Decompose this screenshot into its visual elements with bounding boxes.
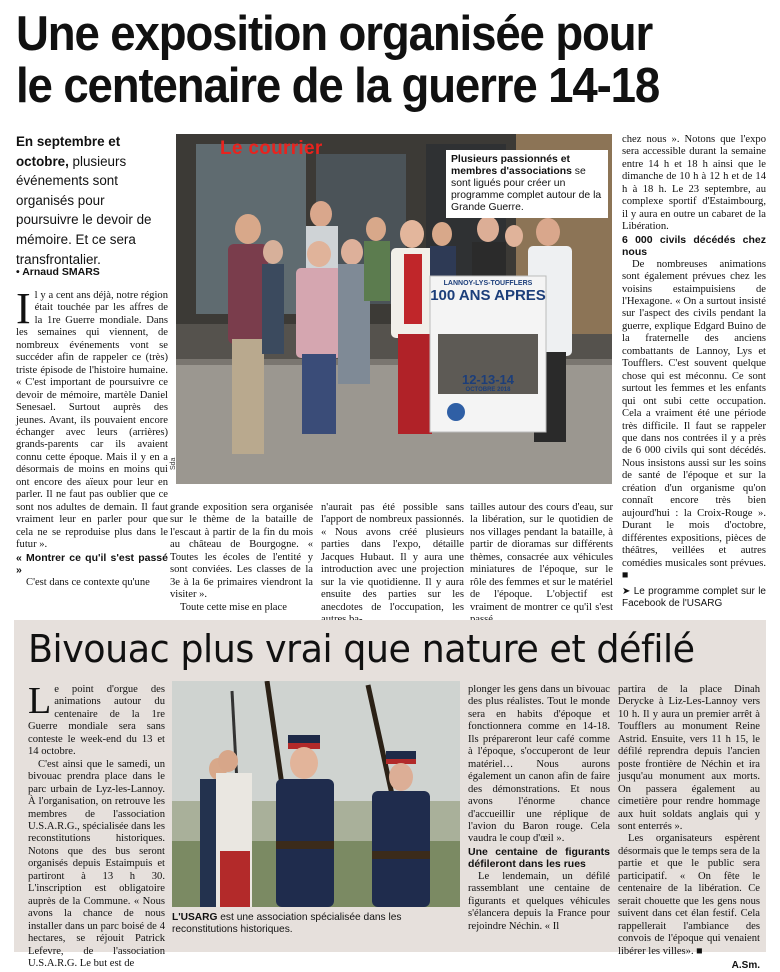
lead-paragraph — [16, 132, 168, 269]
soldiers-caption-bold: L'USARG — [172, 912, 218, 923]
poster-title: 100 ANS APRES — [430, 287, 546, 304]
column-5-text-2: De nombreuses animations sont également prévues chez les voisins estaimpuisiens de l'Hexagone. « On a surtout insisté sur l'aspect des civils pendant la guerre, explique Edgard Buino de la fraternelle des anciens combattants de Lannoy, Lys et Toufflers. C'est souvent quelque chose qui est méconnu. Ce sont surtout les femmes et les enfants qui ont subi cette occupation. Cela a vraiment été une période très difficile. Il faut se rappeler que dans nos contrées il y a près de 6 000 civils qui sont décédés. Nous insistons aussi sur les soins de santé de l'époque et sur la création d'un organisme qu'on connaît encore très bien aujourd'hui : la Croix-Rouge ». Durant le mois d'octobre, différentes expositions, pièces de théâtres, veillées et autres comédies musicales sont prévues. ■ — [622, 258, 766, 581]
soldiers-photo — [172, 681, 460, 907]
lead-bold: En septembre et octobre, — [16, 134, 121, 169]
article2-column-3 — [618, 684, 760, 972]
column-1-text: l y a cent ans déjà, notre région était touchée par les affres de la 1re Guerre mondiale. Dans les semaines qui viennent, de nombreux événements vont se succéder afin de rappeler ce (très) triste épisode de l'histoire humaine. « C'est important de poursuivre ce devoir de mémoire, martèle Daniel Senesael. Surtout auprès des jeunes. Avant, ils pouvaient encore échanger avec leurs (arrières) grands-parents car ils avaient connu cette époque. Mais il y en a désormais de moins en moins qui ont encore des aïeux pour leur en parler. Il ne faut pas oublier que ce sont nos adultes de demain. Il faut vraiment leur en parler pour que cela ne se reproduise plus dans le futur ». — [16, 290, 168, 551]
column-1-text-2: C'est dans ce contexte qu'une — [26, 576, 150, 588]
column-2-text: grande exposition sera organisée sur le thème de la bataille de l'escaut à partir de la fin du mois au château de Bourgogne. « Toutes les écoles de l'entité y sont conviées. Les classes de la 3e à la 6e primaires viendront la visiter ». — [170, 502, 313, 601]
photo-caption-bold: Plusieurs passionnés et membres d'associations — [451, 154, 572, 177]
drop-cap-2: L — [28, 680, 52, 722]
byline: • Arnaud SMARS — [16, 266, 100, 278]
headline-2: Bivouac plus vrai que nature et défilé — [28, 627, 695, 671]
headline-line-1: Une exposition organisée pour — [16, 7, 653, 61]
poster — [430, 280, 546, 393]
subheading-montrer: « Montrer ce qu'il s'est passé » — [16, 551, 168, 577]
soldiers-photo-caption — [172, 912, 460, 936]
column-5-text: chez nous ». Notons que l'expo sera accessible durant la semaine entre 14 h et 18 h ainsi que le dimanche de 10 h à 12 h et de 14 h à 18 h. Le 23 septembre, au complexe sportif d'Estaimbourg, il y aura en outre un cabaret de la Libération. — [622, 134, 766, 233]
article1-column-5 — [622, 134, 766, 610]
column-3-text: n'aurait pas été possible sans l'apport de nombreux passionnés. « Nous avons créé plusieurs parties dans l'expo, détaille Jacques Hubaut. Il y aura une introduction avec une projection sur la vie quotidienne. Il y aura ensuite des parties sur les anecdotes de l'occupation, les — [321, 502, 464, 613]
photo-caption — [446, 150, 608, 218]
poster-dates: 12-13-14 — [461, 372, 515, 387]
article1-column-3 — [321, 502, 464, 627]
article2-column-1-text-2: C'est ainsi que le samedi, un bivouac prendra place dans le parc urbain de Lyz-les-Lannoy. À l'organisation, on retrouve les membres de l'association U.S.A.R.G., spécialisée dans les reconstitutions historiques. Notons que des bus seront organisés depuis Estaimpuis et partiront à 13 h 30. L'inscription est obligatoire auprès de la Commune. « Nous avons la chance de nous installer dans un parc boisé de 4 hectares, se réjouit Patrick Lefevre, de l'association U.S.A.R.G. Le but est de — [28, 758, 165, 969]
lead-text: plusieurs événements sont organisés pour poursuivre le devoir de mémoire. Et ce sera transfrontalier. — [16, 153, 152, 267]
subheading-figurants: Une centaine de figurants défileront dans les rues — [468, 845, 610, 871]
soldiers-caption-text: est une association spécialisée dans les reconstitutions historiques. — [172, 912, 402, 935]
signature: A.Sm. — [731, 959, 760, 971]
headline — [16, 8, 714, 112]
article2-column-1 — [28, 680, 165, 970]
facebook-note: ➤ Le programme complet sur le Facebook de l'USARG — [622, 586, 766, 610]
photo-caption-text: se sont ligués pour créer un programme complet autour de la Grande Guerre. — [451, 166, 602, 213]
article2-column-3-text: partira de la place Dinah Derycke à Liz-Les-Lannoy vers 10 h. Il y aura un premier arrêt à Toufflers au monument Reine Astrid. Ensuite, vers 11 h 15, le défilé reprendra depuis l'ancien poste frontière de Néchin et ira jusqu'au monument aux morts. On passera également au cimetière pour rendre hommage aux huit soldats anglais qui y sont enterrés ». — [618, 684, 760, 832]
subheading-civils: 6 000 civils décédés chez nous — [622, 233, 766, 259]
soldiers-photo-illustration — [172, 681, 460, 907]
poster-month: OCTOBRE 2018 — [465, 387, 511, 393]
article1-column-2 — [170, 502, 313, 614]
article2-column-3-text-2: Les organisateurs espèrent désormais que le temps sera de la partie et que le public sera participatif. « On fête le centenaire de la libération. Ce serait chouette que les gens nous suivent dans cet élan festif. Cela rappellerait l'ambiance des convois de l'époque qui venaient libérer les villes». ■ — [618, 833, 760, 957]
article2-column-2-text-2: Le lendemain, un défilé rassemblant une centaine de figurants et quelques véhicules s'élancera depuis la France pour rejoindre Néchin. « Il — [468, 870, 610, 932]
photo-credit: Sda — [170, 457, 177, 470]
drop-cap: I — [16, 284, 31, 333]
watermark-logo: Le courrier — [220, 138, 323, 159]
article1-column-4 — [470, 502, 613, 627]
article1-column-1 — [16, 284, 168, 589]
headline-line-2: le centenaire de la guerre 14-18 — [16, 59, 660, 113]
column-2-text-2: Toute cette mise en place — [180, 601, 287, 613]
article2-column-2-text: plonger les gens dans un bivouac des plus réalistes. Tout le monde sera en habits d'époque et fonctionnera comme en 14-18. Ils prépareront leur café comme à l'époque, s'occuperont de leur matériel… Nous aurons également un canon afin de faire des démonstrations. Et nous avons l'énorme chance d'accueillir une réplique de l'avion du Baron rouge. Cela vaudra le coup d'œil ». — [468, 684, 610, 845]
article2-column-1-text: e point d'orgue des animations autour du centenaire de la 1re Guerre mondiale sera sans conteste le week-end du 13 et 14 octobre. — [28, 684, 165, 758]
column-4-text: tailles autour des cours d'eau, sur la libération, sur le quotidien de nos villages pendant la bataille, à partir de dioramas sur différents thèmes, consacrée aux véhicules miniatures de l'époque, sur le rôle des femmes et sur le matériel de l'époque. L'objectif est vraiment de montrer ce qu'il s'est — [470, 502, 613, 613]
poster-top: LANNOY-LYS-TOUFFLERS — [443, 280, 533, 287]
article2-column-2 — [468, 684, 610, 933]
